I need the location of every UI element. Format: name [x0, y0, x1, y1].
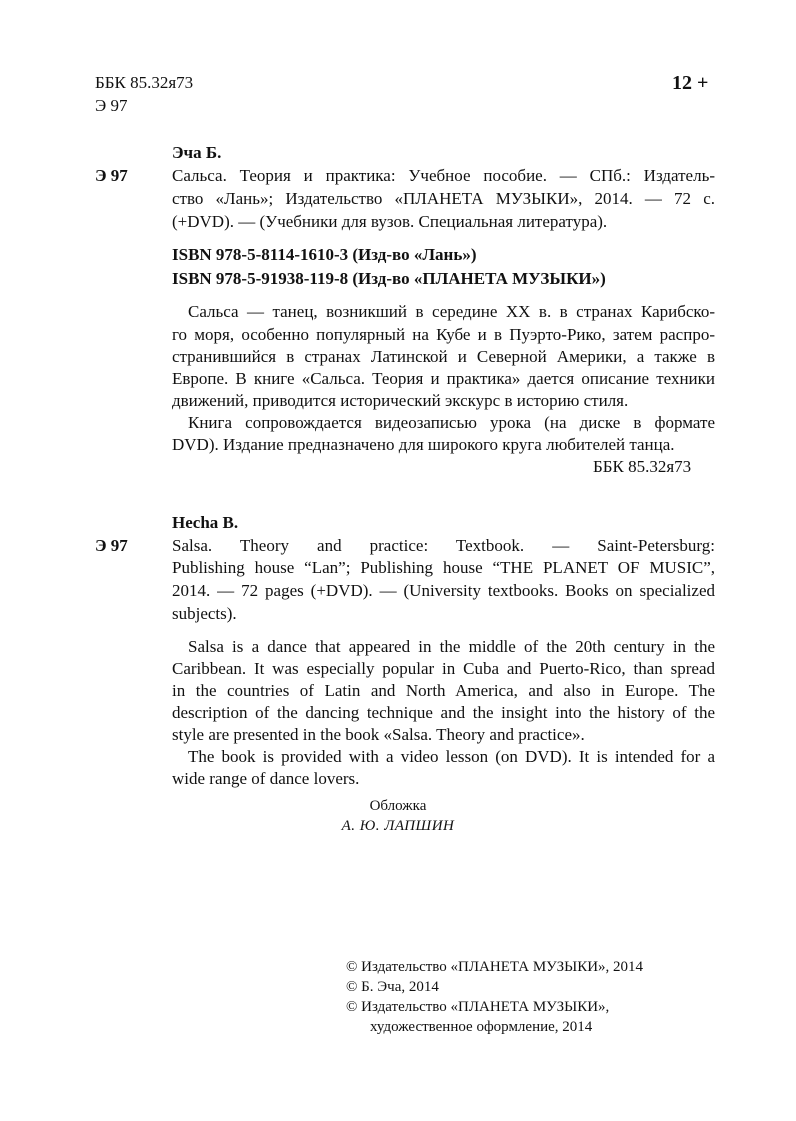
- en-author: Hecha B.: [172, 513, 239, 532]
- en-index: Э 97: [95, 536, 128, 555]
- age-rating: 12 +: [672, 72, 709, 94]
- en-annotation-line: style are presented in the book «Salsa. Theory and practice».: [172, 725, 585, 744]
- en-description-line: Publishing house “Lan”; Publishing house “THE PLANET OF MUSIC”,: [172, 558, 715, 577]
- en-annotation-line: Salsa is a dance that appeared in the middle of the 20th century in the: [188, 637, 715, 656]
- cover-artist: А. Ю. ЛАПШИН: [341, 818, 455, 834]
- copyright-line: художественное оформление, 2014: [370, 1019, 593, 1035]
- ru-annotation-line: Европе. В книге «Сальса. Теория и практика» дается описание техники: [172, 369, 715, 388]
- bbk-code: ББК 85.32я73: [95, 73, 194, 92]
- ru-author: Эча Б.: [172, 143, 222, 162]
- en-annotation-line: wide range of dance lovers.: [172, 769, 360, 788]
- copyright-line: © Б. Эча, 2014: [346, 979, 439, 995]
- ru-annotation-line: Книга сопровождается видеозаписью урока (на диске в формате: [188, 413, 715, 432]
- en-annotation-line: The book is provided with a video lesson (on DVD). It is intended for a: [188, 747, 715, 766]
- copyright-line: © Издательство «ПЛАНЕТА МУЗЫКИ»,: [346, 999, 610, 1015]
- isbn-lan: ISBN 978-5-8114-1610-3 (Изд-во «Лань»): [172, 245, 477, 264]
- ru-description-line: ство «Лань»; Издательство «ПЛАНЕТА МУЗЫКИ», 2014. — 72 с.: [172, 189, 715, 208]
- ru-description-line: Сальса. Теория и практика: Учебное пособие. — СПб.: Издатель-: [172, 166, 715, 185]
- copyright-line: © Издательство «ПЛАНЕТА МУЗЫКИ», 2014: [346, 959, 644, 975]
- ru-bbk-code: ББК 85.32я73: [593, 457, 692, 476]
- ru-annotation-line: го моря, особенно популярный на Кубе и в Пуэрто-Рико, затем распро-: [172, 325, 715, 344]
- en-annotation-line: Caribbean. It was especially popular in Cuba and Puerto-Rico, than spread: [172, 659, 715, 678]
- isbn-planet: ISBN 978-5-91938-119-8 (Изд-во «ПЛАНЕТА МУЗЫКИ»): [172, 269, 606, 288]
- en-description-line: subjects).: [172, 604, 237, 623]
- author-sign: Э 97: [95, 96, 128, 115]
- en-annotation-line: in the countries of Latin and North America, and also in Europe. The: [172, 681, 715, 700]
- en-annotation-line: description of the dancing technique and the insight into the history of the: [172, 703, 715, 722]
- ru-index: Э 97: [95, 166, 128, 185]
- ru-annotation-line: странившийся в странах Латинской и Северной Америки, а также в: [172, 347, 715, 366]
- ru-annotation-line: DVD). Издание предназначено для широкого круга любителей танца.: [172, 435, 675, 454]
- ru-description-line: (+DVD). — (Учебники для вузов. Специальная литература).: [172, 212, 608, 231]
- cover-label: Обложка: [369, 798, 427, 814]
- en-description-line: Salsa. Theory and practice: Textbook. — Saint-Petersburg:: [172, 536, 715, 555]
- en-description-line: 2014. — 72 pages (+DVD). — (University textbooks. Books on specialized: [172, 581, 715, 600]
- ru-annotation-line: движений, приводится исторический экскурс в историю стиля.: [172, 391, 629, 410]
- ru-annotation-line: Сальса — танец, возникший в середине XX в. в странах Карибско-: [188, 302, 715, 321]
